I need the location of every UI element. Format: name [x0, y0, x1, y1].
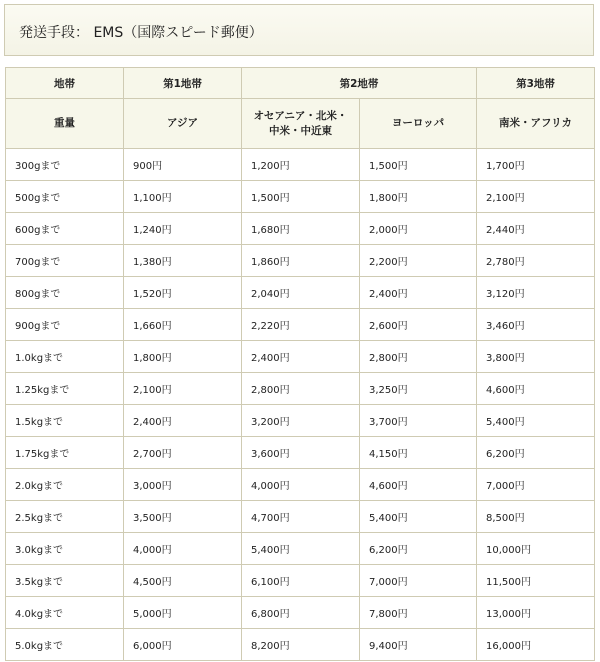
south-america-rate-cell: 2,440円	[477, 213, 595, 245]
region-oceania-label: オセアニア・北米・ 中米・中近東	[253, 109, 348, 137]
asia-rate-cell: 1,100円	[124, 181, 242, 213]
asia-rate-cell: 5,000円	[124, 597, 242, 629]
asia-rate-cell: 3,000円	[124, 469, 242, 501]
oceania-rate-cell: 4,700円	[242, 501, 360, 533]
asia-rate-cell: 4,000円	[124, 533, 242, 565]
south-america-rate-cell: 8,500円	[477, 501, 595, 533]
south-america-rate-cell: 4,600円	[477, 373, 595, 405]
zone-1-header: 第1地帯	[124, 68, 242, 99]
oceania-rate-cell: 2,400円	[242, 341, 360, 373]
table-row	[6, 341, 595, 373]
weight-cell: 3.0kgまで	[6, 533, 124, 565]
table-row	[6, 309, 595, 341]
europe-rate-cell: 7,800円	[360, 597, 477, 629]
oceania-rate-cell: 3,600円	[242, 437, 360, 469]
asia-rate-cell: 2,400円	[124, 405, 242, 437]
europe-rate-cell: 3,700円	[360, 405, 477, 437]
table-row	[6, 565, 595, 597]
south-america-rate-cell: 10,000円	[477, 533, 595, 565]
weight-label: 重量	[6, 99, 124, 149]
weight-cell: 3.5kgまで	[6, 565, 124, 597]
oceania-rate-cell: 1,200円	[242, 149, 360, 181]
asia-rate-cell: 3,500円	[124, 501, 242, 533]
oceania-rate-cell: 8,200円	[242, 629, 360, 661]
table-row	[6, 501, 595, 533]
region-oceania-header	[242, 99, 360, 149]
asia-rate-cell: 1,240円	[124, 213, 242, 245]
europe-rate-cell: 3,250円	[360, 373, 477, 405]
south-america-rate-cell: 11,500円	[477, 565, 595, 597]
south-america-rate-cell: 6,200円	[477, 437, 595, 469]
weight-cell: 1.5kgまで	[6, 405, 124, 437]
asia-rate-cell: 2,700円	[124, 437, 242, 469]
zone-2-header: 第2地帯	[242, 68, 477, 99]
region-europe-header: ヨーロッパ	[360, 99, 477, 149]
south-america-rate-cell: 7,000円	[477, 469, 595, 501]
weight-cell: 2.5kgまで	[6, 501, 124, 533]
oceania-rate-cell: 2,800円	[242, 373, 360, 405]
shipping-method-title: 発送手段： EMS（国際スピード郵便）	[19, 25, 263, 41]
south-america-rate-cell: 2,100円	[477, 181, 595, 213]
europe-rate-cell: 2,000円	[360, 213, 477, 245]
table-row	[6, 213, 595, 245]
asia-rate-cell: 1,380円	[124, 245, 242, 277]
europe-rate-cell: 9,400円	[360, 629, 477, 661]
table-row	[6, 245, 595, 277]
shipping-method-header	[4, 4, 594, 56]
weight-cell: 800gまで	[6, 277, 124, 309]
table-row	[6, 629, 595, 661]
table-row	[6, 181, 595, 213]
europe-rate-cell: 5,400円	[360, 501, 477, 533]
south-america-rate-cell: 5,400円	[477, 405, 595, 437]
oceania-rate-cell: 4,000円	[242, 469, 360, 501]
table-row	[6, 277, 595, 309]
weight-cell: 600gまで	[6, 213, 124, 245]
oceania-rate-cell: 1,860円	[242, 245, 360, 277]
asia-rate-cell: 1,520円	[124, 277, 242, 309]
south-america-rate-cell: 3,800円	[477, 341, 595, 373]
weight-cell: 1.25kgまで	[6, 373, 124, 405]
region-asia-header: アジア	[124, 99, 242, 149]
asia-rate-cell: 1,660円	[124, 309, 242, 341]
table-row	[6, 405, 595, 437]
weight-cell: 300gまで	[6, 149, 124, 181]
south-america-rate-cell: 3,460円	[477, 309, 595, 341]
europe-rate-cell: 4,600円	[360, 469, 477, 501]
oceania-rate-cell: 6,800円	[242, 597, 360, 629]
table-row	[6, 533, 595, 565]
table-row	[6, 149, 595, 181]
weight-cell: 1.0kgまで	[6, 341, 124, 373]
europe-rate-cell: 1,500円	[360, 149, 477, 181]
rate-table-body	[6, 149, 595, 661]
region-south-america-header: 南米・アフリカ	[477, 99, 595, 149]
europe-rate-cell: 2,600円	[360, 309, 477, 341]
weight-cell: 4.0kgまで	[6, 597, 124, 629]
weight-cell: 900gまで	[6, 309, 124, 341]
asia-rate-cell: 4,500円	[124, 565, 242, 597]
oceania-rate-cell: 1,500円	[242, 181, 360, 213]
south-america-rate-cell: 16,000円	[477, 629, 595, 661]
weight-cell: 2.0kgまで	[6, 469, 124, 501]
south-america-rate-cell: 13,000円	[477, 597, 595, 629]
oceania-rate-cell: 6,100円	[242, 565, 360, 597]
table-row	[6, 469, 595, 501]
zone-3-header: 第3地帯	[477, 68, 595, 99]
south-america-rate-cell: 1,700円	[477, 149, 595, 181]
weight-cell: 1.75kgまで	[6, 437, 124, 469]
region-header-row	[6, 99, 595, 149]
oceania-rate-cell: 5,400円	[242, 533, 360, 565]
oceania-rate-cell: 2,040円	[242, 277, 360, 309]
zone-label: 地帯	[6, 68, 124, 99]
zone-header-row	[6, 68, 595, 99]
europe-rate-cell: 1,800円	[360, 181, 477, 213]
table-row	[6, 373, 595, 405]
south-america-rate-cell: 2,780円	[477, 245, 595, 277]
south-america-rate-cell: 3,120円	[477, 277, 595, 309]
weight-cell: 500gまで	[6, 181, 124, 213]
oceania-rate-cell: 1,680円	[242, 213, 360, 245]
oceania-rate-cell: 2,220円	[242, 309, 360, 341]
asia-rate-cell: 1,800円	[124, 341, 242, 373]
oceania-rate-cell: 3,200円	[242, 405, 360, 437]
weight-cell: 700gまで	[6, 245, 124, 277]
table-row	[6, 597, 595, 629]
asia-rate-cell: 2,100円	[124, 373, 242, 405]
asia-rate-cell: 900円	[124, 149, 242, 181]
ems-rate-table	[5, 67, 595, 661]
europe-rate-cell: 6,200円	[360, 533, 477, 565]
europe-rate-cell: 2,200円	[360, 245, 477, 277]
europe-rate-cell: 7,000円	[360, 565, 477, 597]
table-row	[6, 437, 595, 469]
europe-rate-cell: 4,150円	[360, 437, 477, 469]
weight-cell: 5.0kgまで	[6, 629, 124, 661]
europe-rate-cell: 2,400円	[360, 277, 477, 309]
asia-rate-cell: 6,000円	[124, 629, 242, 661]
europe-rate-cell: 2,800円	[360, 341, 477, 373]
